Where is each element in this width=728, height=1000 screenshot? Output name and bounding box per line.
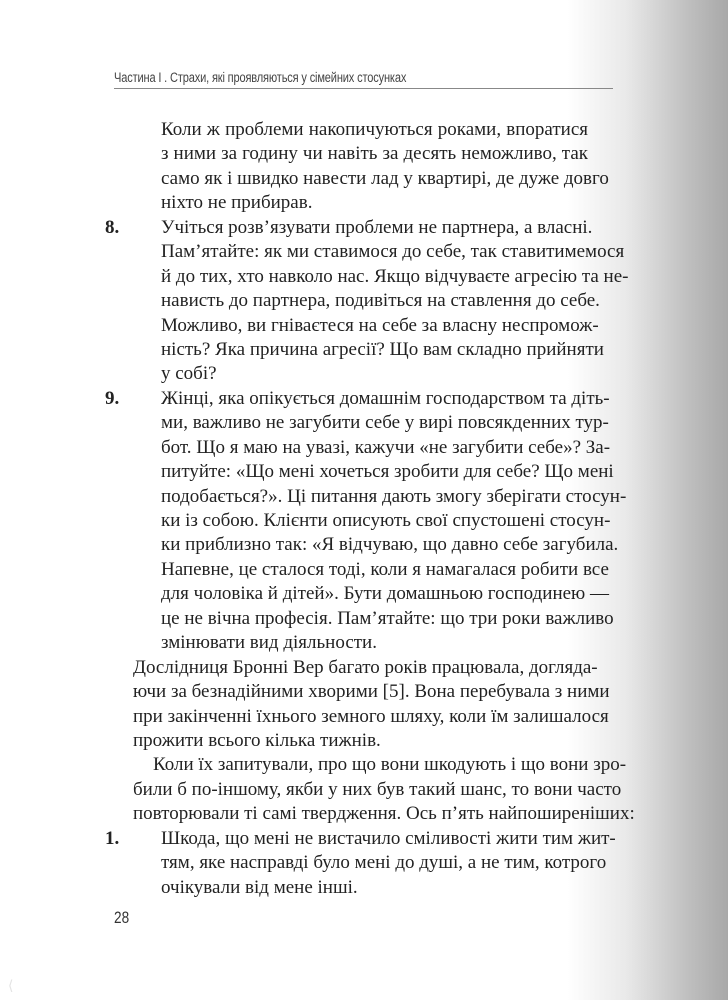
text-line: Учіться розв’язувати проблеми не партнера, а власні. <box>161 216 593 238</box>
list-item-8 <box>105 216 629 387</box>
text-line: ність? Яка причина агресії? Що вам складно прийняти <box>161 338 604 360</box>
text-line: змінювати вид діяльности. <box>161 632 377 654</box>
text-line: Шкода, що мені не вистачило сміливості жити тим жит- <box>161 827 616 849</box>
paragraph <box>133 753 635 826</box>
text-line: прожити всього кілька тижнів. <box>133 729 381 751</box>
text-line: з ними за годину чи навіть за десять неможливо, так <box>161 143 588 165</box>
header-rule <box>114 88 613 89</box>
text-line: Дослідниця Бронні Вер багато років працювала, догляда- <box>133 656 598 678</box>
text-line: й до тих, хто навколо нас. Якщо відчуваєте агресію та не- <box>161 265 629 287</box>
page-body <box>105 118 635 900</box>
text-line: Можливо, ви гніваєтеся на себе за власну неспромож- <box>161 314 599 336</box>
text-line: тям, яке насправді було мені до душі, а не тим, котрого <box>161 852 607 874</box>
text-line: Коли ж проблеми накопичуються роками, впоратися <box>161 119 588 140</box>
text-line: при закінченні їхнього земного шляху, коли їм залишалося <box>133 705 609 727</box>
corner-mark-icon: ⟨ <box>8 978 14 994</box>
text-line: подобається?». Ці питання дають змогу зберігати стосун- <box>161 485 627 507</box>
text-line: само як і швидко навести лад у квартирі, де дуже довго <box>161 167 609 189</box>
text-line: повторювали ті самі твердження. Ось п’ять найпоширеніших: <box>133 803 635 825</box>
text-line: Жінці, яка опікується домашнім господарством та діть- <box>161 387 610 409</box>
text-line: ки із собою. Клієнти описують свої спустошені стосун- <box>161 510 611 531</box>
text-line: Напевне, це сталося тоді, коли я намагалася робити все <box>161 558 609 580</box>
text-line: у собі? <box>161 363 217 385</box>
text-line: ки приблизно так: «Я відчуваю, що давно себе загубила. <box>161 534 619 556</box>
text-line: ніхто не прибирав. <box>161 192 313 214</box>
text-line: ми, важливо не загубити себе у вирі повсякденних тур- <box>161 412 609 434</box>
list-item-9 <box>105 387 627 656</box>
text-line: бот. Що я маю на увазі, кажучи «не загубити себе»? За- <box>161 436 611 458</box>
text-line: очікували від мене інші. <box>161 876 358 898</box>
paragraph <box>133 656 610 754</box>
list-number: 9. <box>105 387 120 409</box>
list-number: 1. <box>105 827 120 849</box>
paragraph-continuation <box>133 118 609 216</box>
text-line: це не вічна професія. Пам’ятайте: що три роки важливо <box>161 607 614 629</box>
text-line: Пам’ятайте: як ми ставимося до себе, так ставитимемося <box>161 241 625 263</box>
text-line: ючи за безнадійними хворими [5]. Вона перебувала з ними <box>133 681 610 703</box>
text-line: Коли їх запитували, про що вони шкодують і що вони зро- <box>153 754 627 776</box>
running-header: Частина І . Страхи, які проявляються у сімейних стосунках <box>114 70 407 85</box>
text-line: для чоловіка й дітей». Бути домашньою господинею — <box>161 583 609 605</box>
text-line: били б по-іншому, якби у них був такий шанс, то вони часто <box>133 778 622 800</box>
text-line: питуйте: «Що мені хочеться зробити для себе? Що мені <box>161 461 614 483</box>
page-number: 28 <box>114 908 130 927</box>
text-line: нависть до партнера, подивіться на ставлення до себе. <box>161 290 600 312</box>
list-number: 8. <box>105 216 120 238</box>
list-item-1 <box>105 827 616 900</box>
